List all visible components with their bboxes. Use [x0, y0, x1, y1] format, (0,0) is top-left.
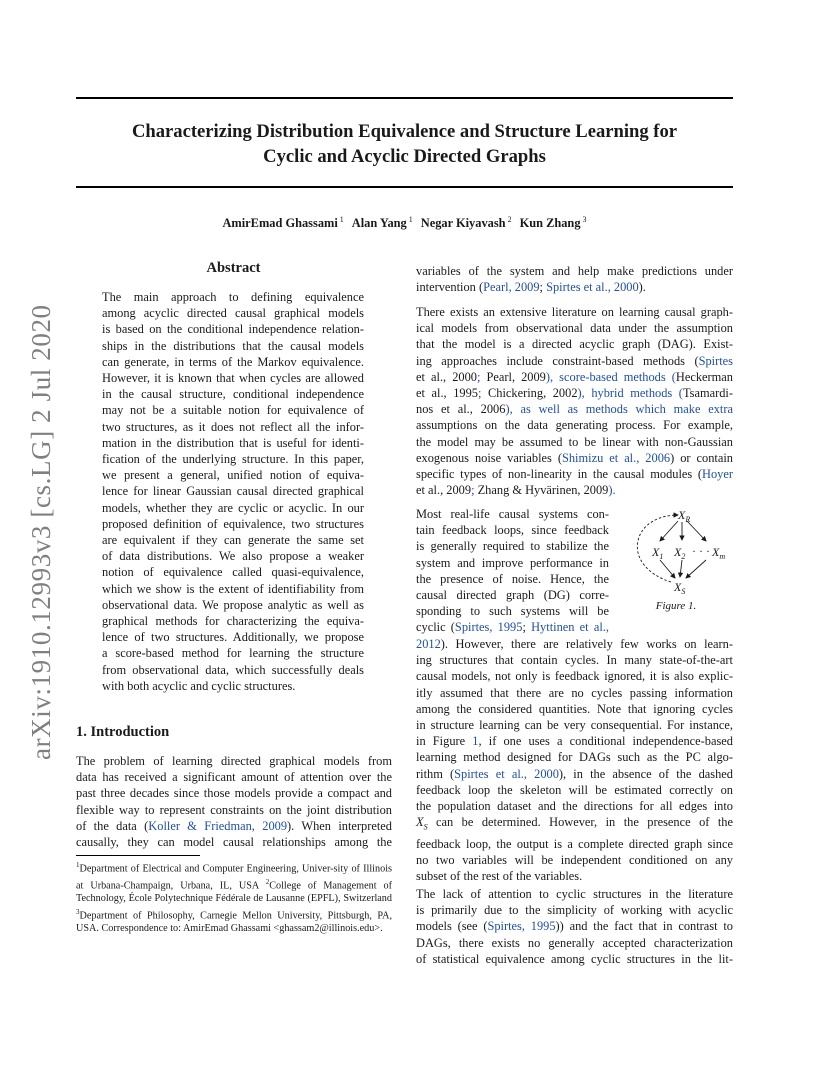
text-line: the model may be assumed to be linear with non-Gaussian	[416, 434, 733, 449]
text-line: causal models, not only is feedback ignored, it is also explic-	[416, 669, 733, 684]
text-line: we present a general, unified notion of equiva-	[102, 468, 364, 483]
right-column-paragraph-0	[416, 263, 733, 295]
abstract-body	[102, 289, 364, 694]
citation-link[interactable]: Spirtes, 1995	[454, 620, 523, 635]
citation-link[interactable]: Spirtes	[698, 353, 733, 368]
text-line: DAGs, there exists no generally accepted characterization	[416, 935, 733, 950]
right-column-paragraph-3	[416, 886, 733, 967]
text-line: lence for linear Gaussian causal directed graphical	[102, 484, 364, 499]
abstract-heading: Abstract	[206, 260, 261, 276]
author-name: Kun Zhang	[519, 216, 581, 231]
text-line: feedback loop the skeleton will be estimated correctly on	[416, 782, 733, 797]
text-line: assumptions on the data generating process. For example,	[416, 418, 733, 433]
citation-link[interactable]: ;	[471, 483, 478, 498]
text-line: system and improve performance in	[416, 555, 609, 570]
text-line: The main approach to defining equivalence	[102, 290, 364, 304]
text-line: from observational data, which successfully deals	[102, 662, 364, 677]
edge-xm-xs	[686, 560, 706, 578]
text-line: subset of the rest of the variables.	[416, 869, 583, 884]
right-column-paragraph-2	[416, 636, 733, 885]
math-variable-xs: $X_S$	[416, 815, 428, 832]
title-line-2: Cyclic and Acyclic Directed Graphs	[263, 146, 546, 167]
title-top-rule	[76, 97, 733, 99]
text-line: mation in the distribution that is useful for identi-	[102, 435, 364, 450]
node-xr: $X_R$	[678, 508, 691, 524]
footnote-affiliation-3: Department of Philosophy, Carnegie Mellon University, Pittsburgh, PA, USA. Correspondence to: AmirEmad Ghassami <ghassam2@illinois.edu>.	[76, 910, 392, 935]
text-line: models (see (Spirtes, 1995)) and the fact that in contrast to	[416, 919, 733, 934]
text-line: past three decades since those models provide a compact and	[76, 786, 392, 801]
text-line: The lack of attention to cyclic structures in the literature	[416, 887, 733, 901]
citation-link[interactable]: 1	[472, 734, 479, 749]
text-line: specific types of non-linearity in the causal modules (Hoyer	[416, 467, 733, 482]
edge-xr-xm	[687, 521, 706, 541]
node-dots: · · ·	[692, 544, 710, 558]
text-line: of the data (Koller & Friedman, 2009). When interpreted	[76, 818, 392, 833]
text-line: fication of the underlying structure. In this paper,	[102, 452, 364, 467]
text-line: is based on the conditional independence relation-	[102, 322, 364, 337]
author-1	[222, 216, 343, 230]
citation-link[interactable]: ;	[476, 369, 487, 384]
text-line: variables of the system and help make predictions under	[416, 264, 733, 278]
citation-link[interactable]: ), score-based methods (	[545, 369, 676, 384]
text-line: There exists an extensive literature on learning causal graph-	[416, 305, 733, 319]
citation-link[interactable]: ), as well as methods which make extra	[505, 402, 733, 417]
footnote-affiliation-1: Department of Electrical and Computer Engineering, Univer-sity of Illinois at Urbana-Champaign, Urbana, IL, USA	[76, 863, 392, 892]
title-bottom-rule	[76, 186, 733, 188]
text-line: sponding to such systems will be	[416, 604, 609, 619]
citation-link[interactable]: ;	[478, 386, 489, 401]
node-xs: $X_S$	[674, 580, 686, 596]
text-line: et al., 2009; Zhang & Hyvärinen, 2009).	[416, 483, 616, 498]
author-list	[76, 215, 733, 231]
author-name: Negar Kiyavash	[420, 216, 506, 231]
text-line: nos et al., 2006), as well as methods which make extra	[416, 402, 733, 417]
text-line: of statistical equivalence among cyclic structures in the lit-	[416, 951, 733, 966]
text-line: lence of two structures. Additionally, we propose	[102, 630, 364, 645]
title-line-1: Characterizing Distribution Equivalence and Structure Learning for	[131, 121, 678, 142]
text-line: may not be a suitable notion for equivalence of	[102, 403, 364, 418]
citation-link[interactable]: Hoyer	[702, 467, 733, 482]
author-affiliation-mark: 3	[580, 215, 587, 224]
text-line: graphical methods for characterizing the equiva-	[102, 614, 364, 629]
text-line: can generate, in terms of the Markov equivalence.	[102, 354, 364, 369]
text-line: of data distributions. We also propose a weaker	[102, 549, 364, 564]
author-name: Alan Yang	[351, 216, 407, 231]
citation-link[interactable]: Hyttinen et al.,	[531, 620, 609, 635]
introduction-paragraph-1	[76, 753, 392, 850]
text-line: $X_S$ can be determined. However, in the presence of the	[416, 815, 733, 832]
text-line: causally, they can model causal relationships among the	[76, 835, 392, 850]
author-3	[421, 216, 512, 230]
text-line: are equivalent if they can generate the same set	[102, 533, 364, 548]
text-line: a score-based method for learning the structure	[102, 646, 364, 661]
node-xm: $X_m$	[712, 545, 726, 561]
node-x2: $X_2$	[674, 545, 686, 561]
footnote-mark-2: 2	[265, 877, 270, 886]
text-line: intervention (Pearl, 2009; Spirtes et al., 2000).	[416, 280, 646, 295]
figure-1-causal-graph	[628, 503, 740, 613]
citation-link[interactable]: Pearl, 2009	[483, 280, 540, 295]
edge-x1-xs	[660, 560, 675, 578]
text-line: is primarily due to the simplicity of working with acyclic	[416, 903, 733, 918]
edge-x2-xs	[680, 560, 682, 577]
footnote-rule	[76, 855, 200, 856]
text-line: cyclic (Spirtes, 1995; Hyttinen et al.,	[416, 620, 609, 635]
text-line: causal directed graph (DG) corre-	[416, 588, 609, 603]
text-line: in structure learning can be very consequential. For instance,	[416, 718, 733, 733]
citation-link[interactable]: ).	[608, 483, 616, 498]
text-line: the presence of noise. Hence, the	[416, 571, 609, 586]
text-line: is generally required to stabilize the	[416, 539, 609, 554]
text-line: in Figure 1, if one uses a conditional independence-based	[416, 734, 733, 749]
text-line: notion of equivalence called quasi-equivalence,	[102, 565, 364, 580]
footnote-mark-3: 3	[76, 907, 80, 916]
text-line: observational data. We propose analytic as well as	[102, 597, 364, 612]
text-line: tain feedback loops, since feedback	[416, 523, 609, 538]
introduction-heading: 1. Introduction	[76, 724, 170, 740]
text-line: Most real-life causal systems con-	[416, 507, 609, 521]
text-line: rithm (Spirtes et al., 2000), in the absence of the dashed	[416, 766, 733, 781]
arxiv-identifier-stamp: arXiv:1910.12993v3 [cs.LG] 2 Jul 2020	[26, 304, 56, 760]
figure-1-caption: Figure 1.	[655, 600, 697, 612]
edge-xr-x1	[660, 521, 678, 541]
text-line: et al., 2000; Pearl, 2009), score-based methods (Heckerman	[416, 369, 733, 384]
text-line: which we show is the extent of identifiability from	[102, 581, 364, 596]
text-line: exogenous noise variables (Shimizu et al., 2006) or contain	[416, 450, 733, 465]
text-line: ical models from observational data under the assumption	[416, 321, 733, 336]
author-2	[352, 216, 413, 230]
author-name: AmirEmad Ghassami	[222, 216, 338, 231]
text-line: among the considered quantities. Note that ignoring cycles	[416, 701, 733, 716]
affiliation-footnote	[76, 859, 392, 936]
node-x1: $X_1$	[652, 545, 664, 561]
text-line: flexible way to represent constraints on the joint distribution	[76, 802, 392, 817]
text-line: learning method designed for DAGs such as the PC algo-	[416, 750, 733, 765]
text-line: models, whether they are cyclic or acyclic. In our	[102, 500, 364, 515]
citation-link[interactable]: Koller & Friedman, 2009	[148, 818, 288, 833]
text-line: 2012). However, there are relatively few works on learn-	[416, 637, 733, 651]
citation-link[interactable]: Spirtes, 1995	[487, 919, 556, 934]
text-line: However, it is known that when cycles are allowed	[102, 371, 364, 386]
paper-title	[76, 119, 733, 169]
citation-link[interactable]: Spirtes et al., 2000	[546, 280, 639, 295]
author-affiliation-mark: 1	[337, 215, 344, 224]
right-column-paragraph-1	[416, 304, 733, 498]
text-line: ships in the distributions that the causal models	[102, 338, 364, 353]
text-line: ing structures that contain cycles. In many state-of-the-art	[416, 653, 733, 668]
text-line: the population dataset and the directions for all edges into	[416, 799, 733, 814]
footnote-affiliation-2: College of Management of Technology, École Polytechnique Fédérale de Lausanne (EPFL), Switzerland	[76, 880, 393, 905]
citation-link[interactable]: Shimizu et al., 2006	[561, 450, 671, 465]
text-line: feedback loop, the output is a complete directed graph since	[416, 836, 733, 851]
right-column-paragraph-2-wrapped	[416, 506, 609, 636]
text-line: data has received a significant amount of attention over the	[76, 770, 392, 785]
text-line: ing approaches include constraint-based methods (Spirtes	[416, 353, 733, 368]
text-line: that the model is a directed acyclic graph (DAG). Exist-	[416, 337, 733, 352]
text-line: among acyclic directed causal graphical models	[102, 306, 364, 321]
text-line: itly assumed that there are no cycles passing information	[416, 685, 733, 700]
citation-link[interactable]: 2012	[416, 637, 441, 651]
citation-link[interactable]: ), hybrid methods (	[577, 386, 683, 401]
text-line: et al., 1995; Chickering, 2002), hybrid methods (Tsamardi-	[416, 386, 733, 401]
text-line: no two variables will be independent conditioned on any	[416, 853, 733, 868]
text-line: two structures, as it does not reflect all the infor-	[102, 419, 364, 434]
text-line: proposed definition of equivalence, two structures	[102, 516, 364, 531]
text-line: The problem of learning directed graphical models from	[76, 754, 392, 768]
citation-link[interactable]: Spirtes et al., 2000	[454, 766, 559, 781]
author-4	[520, 216, 587, 230]
text-line: in the causal structure, conditional independence	[102, 387, 364, 402]
author-affiliation-mark: 1	[406, 215, 413, 224]
author-affiliation-mark: 2	[505, 215, 512, 224]
text-line: with both acyclic and cyclic structures.	[102, 678, 296, 693]
footnote-mark-1: 1	[76, 861, 80, 869]
